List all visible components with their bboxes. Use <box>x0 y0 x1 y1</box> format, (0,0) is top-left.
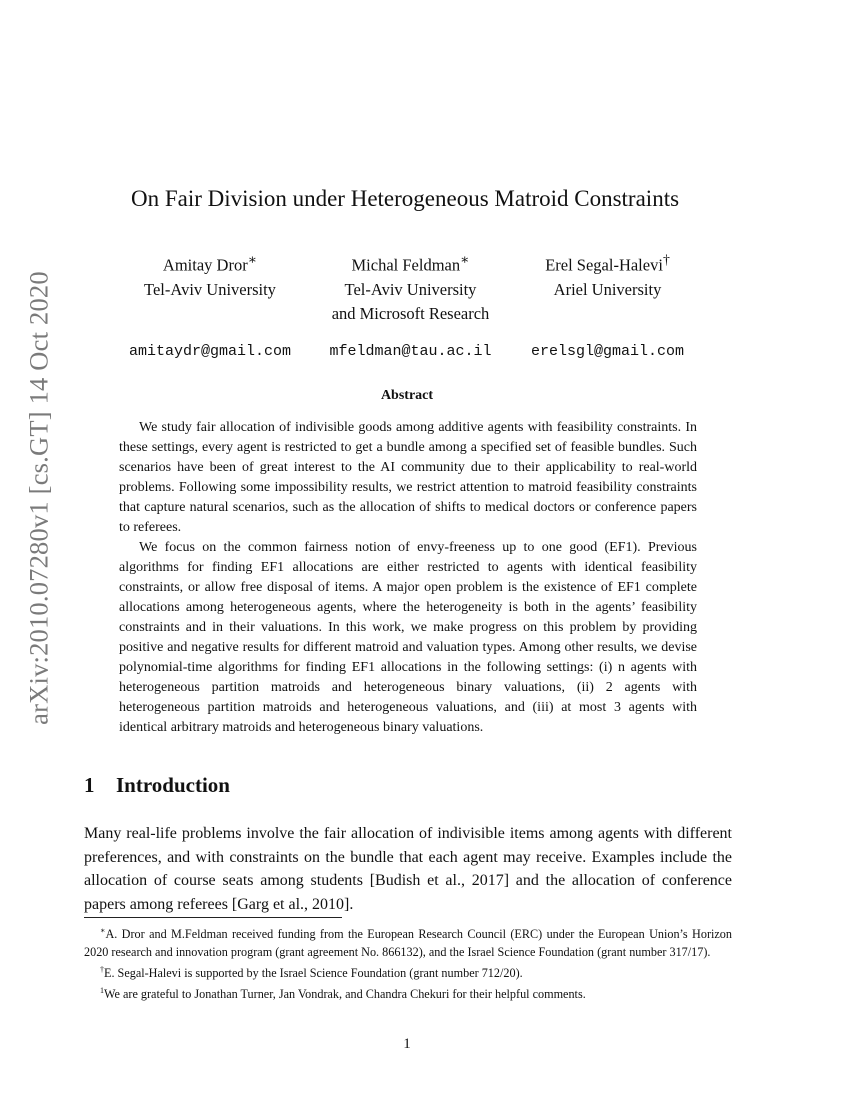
author-email[interactable]: amitaydr@gmail.com <box>128 342 292 360</box>
author-affiliation-2: and Microsoft Research <box>331 303 490 323</box>
footnote-rule <box>84 917 342 918</box>
author-affiliation: Ariel University <box>553 279 662 299</box>
abstract-heading: Abstract <box>380 388 434 403</box>
author-block-1 <box>110 248 310 364</box>
footnote: †E. Segal-Halevi is supported by the Israel Science Foundation (grant number 712/20). <box>100 965 523 981</box>
author-email[interactable]: erelsgl@gmail.com <box>530 342 685 360</box>
author-affiliation: Tel-Aviv University <box>344 279 477 299</box>
intro-paragraph: Many real-life problems involve the fair allocation of indivisible items among agents with different preferences, and with constraints on the bundle that each agent may receive. Examples include the allocation of course seats among students [Budish et al., 2017] and the allocation of conference papers among referees [Garg et al., 2010]. <box>84 825 732 913</box>
paper-title: On Fair Division under Heterogeneous Matroid Constraints <box>130 186 680 211</box>
section-title: Introduction <box>116 773 230 797</box>
arxiv-stamp-text: arXiv:2010.07280v1 [cs.GT] 14 Oct 2020 <box>23 270 54 725</box>
author-name: Erel Segal-Halevi† <box>545 252 670 275</box>
abstract-paragraph: We focus on the common fairness notion of envy-freeness up to one good (EF1). Previous algorithms for finding EF1 allocations are either restricted to agents with identical feasibility constraints, or allow free disposal of items. A major open problem is the existence of EF1 complete allocations among heterogeneous agents, where the heterogeneity is both in the agents’ feasibility constraints and in their valuations. In this work, we make progress on this problem by providing positive and negative results for different matroid and valuation types. Among other results, we devise polynomial-time algorithms for finding EF1 allocations in the following settings: (i) n agents with heterogeneous partition matroids and heterogeneous binary valuations, (ii) 2 agents with heterogeneous partition matroids and heterogeneous valuations, and (iii) at most 3 agents with identical arbitrary matroids and heterogeneous binary valuations. <box>119 540 697 735</box>
abstract-paragraph: We study fair allocation of indivisible goods among additive agents with feasibility constraints. In these settings, every agent is restricted to get a bundle among a specified set of feasible bundles. Such scenarios have been of great interest to the AI community due to their applicability to real-world problems. Following some impossibility results, we restrict attention to matroid feasibility constraints that capture natural scenarios, such as the allocation of shifts to medical doctors or conference papers to referees. <box>119 420 697 535</box>
arxiv-stamp <box>18 270 60 725</box>
author-email[interactable]: mfeldman@tau.ac.il <box>329 342 492 360</box>
footnote: ∗A. Dror and M.Feldman received funding from the European Research Council (ERC) under the European Union’s Horizon 2020 research and innovation program (grant agreement No. 866132), and the Israel Science Foundation (grant number 317/17). <box>84 926 732 960</box>
abstract-body <box>119 418 697 738</box>
footnotes <box>84 922 732 1003</box>
author-affiliation: Tel-Aviv University <box>144 279 276 299</box>
section-heading <box>84 773 230 798</box>
section-number: 1 <box>84 773 95 797</box>
author-name: Amitay Dror∗ <box>162 252 258 275</box>
footnote: $^1$We are grateful to Jonathan Turner, Jan Vondrak, and Chandra Chekuri for their helpful comments. <box>100 986 586 1002</box>
author-block-3 <box>505 248 710 364</box>
author-name: Michal Feldman∗ <box>351 252 470 275</box>
page-number: 1 <box>403 1036 411 1052</box>
author-block-2 <box>308 248 513 364</box>
